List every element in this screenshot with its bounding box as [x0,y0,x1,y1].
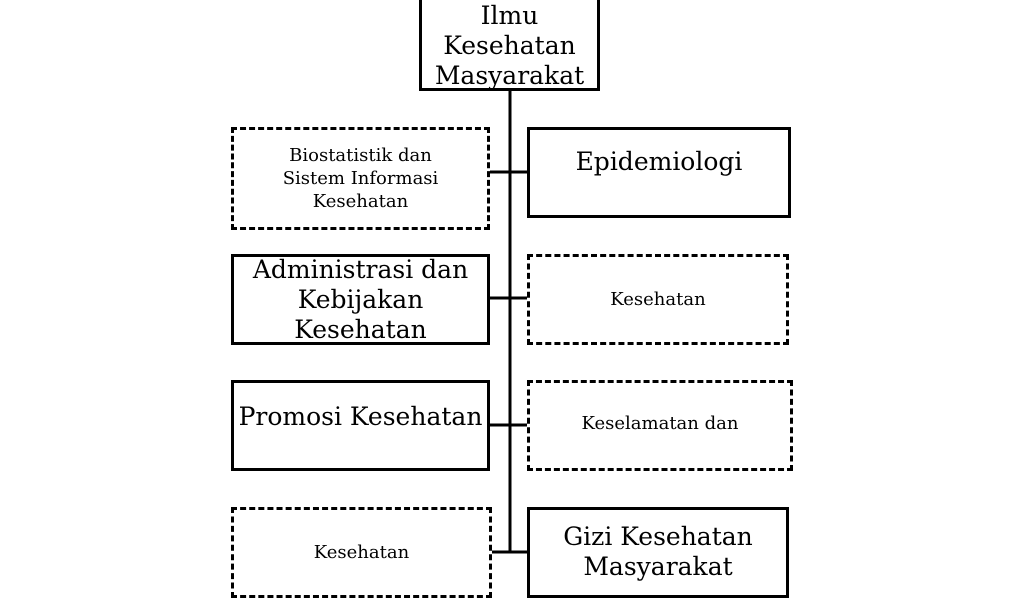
right-node-2 [527,254,789,345]
right-node-3 [527,380,793,471]
right-node-1 [527,127,791,218]
left-node-4-label: Kesehatan [313,542,410,563]
right-node-2-label: Kesehatan [610,289,706,310]
left-node-4 [231,507,492,598]
right-node-3-label: Keselamatan dan [581,413,739,434]
left-node-1 [231,127,490,230]
left-node-3-label: Promosi Kesehatan [238,402,483,431]
right-node-4 [527,507,789,598]
left-node-1-label: Biostatistik dan Sistem Informasi Kesehatan [282,145,439,212]
right-node-1-label: Epidemiologi [575,147,743,176]
left-node-2 [231,254,490,345]
right-node-4-label: Gizi Kesehatan Masyarakat [563,521,753,581]
root-node-label: Ilmu Kesehatan Masyarakat [434,0,585,90]
left-node-3 [231,380,490,471]
left-node-2-label: Administrasi dan Kebijakan Kesehatan [252,254,469,344]
root-node [419,0,600,91]
